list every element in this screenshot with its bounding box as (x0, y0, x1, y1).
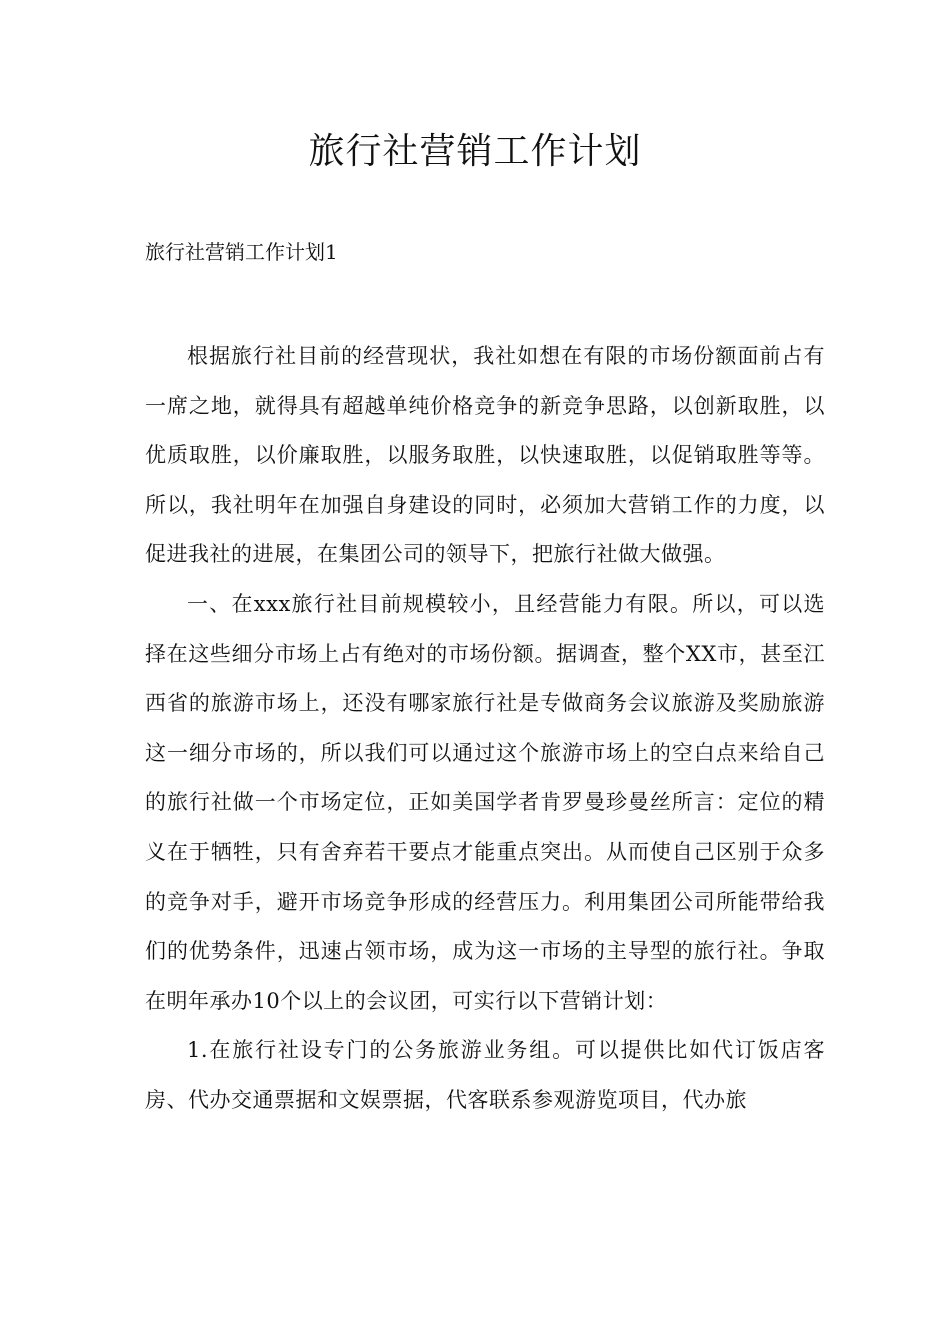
paragraph-section-one: 一、在xxx旅行社目前规模较小，且经营能力有限。所以，可以选择在这些细分市场上占有绝对的市场份额。据调查，整个XX市，甚至江西省的旅游市场上，还没有哪家旅行社是专做商务会议旅游及奖励旅游这一细分市场的，所以我们可以通过这个旅游市场上的空白点来给自己的旅行社做一个市场定位，正如美国学者肯罗曼珍曼丝所言：定位的精义在于牺牲，只有舍弃若干要点才能重点突出。从而使自己区别于众多的竞争对手，避开市场竞争形成的经营压力。利用集团公司所能带给我们的优势条件，迅速占领市场，成为这一市场的主导型的旅行社。争取在明年承办10个以上的会议团，可实行以下营销计划： (145, 591, 825, 1013)
paragraph-item-one: 1.在旅行社设专门的公务旅游业务组。可以提供比如代订饭店客房、代办交通票据和文娱票据，代客联系参观游览项目，代办旅 (145, 1038, 825, 1112)
paragraph-intro: 根据旅行社目前的经营现状，我社如想在有限的市场份额面前占有一席之地，就得具有超越单纯价格竞争的新竞争思路，以创新取胜，以优质取胜，以价廉取胜，以服务取胜，以快速取胜，以促销取胜等等。所以，我社明年在加强自身建设的同时，必须加大营销工作的力度，以促进我社的进展，在集团公司的领导下，把旅行社做大做强。 (145, 344, 825, 567)
document-title: 旅行社营销工作计划 (308, 131, 642, 172)
document-subtitle: 旅行社营销工作计划1 (145, 240, 338, 264)
document-body (145, 332, 825, 1126)
